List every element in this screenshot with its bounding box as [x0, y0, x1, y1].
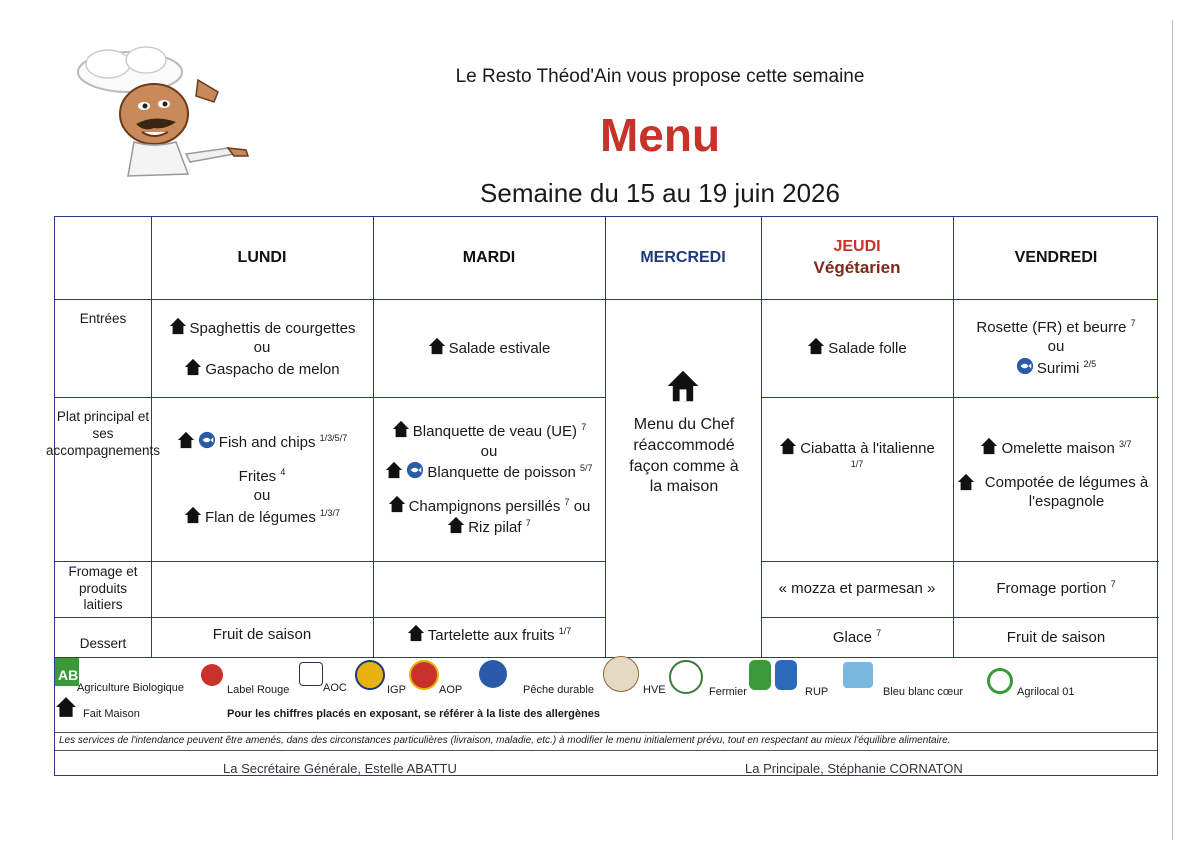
vendredi-fromage: Fromage portion $^7$: [996, 579, 1116, 598]
day-header-jeudi: [761, 217, 953, 299]
page-title: Menu: [599, 109, 721, 161]
house-icon: [169, 317, 187, 335]
vendredi-entrees: Rosette (FR) et beurre $^7$ ou Surimi $^{2/5}$: [976, 317, 1136, 377]
day-header-mardi: MARDI: [462, 248, 516, 266]
row-label-plat: Plat principal et ses accompagnements: [45, 409, 161, 458]
ab-bio-icon: [55, 658, 79, 686]
vendredi-dessert: Fruit de saison: [1006, 629, 1106, 647]
aoc-icon: [299, 662, 323, 686]
mercredi-menu: Menu du Chef réaccommodé façon comme à la maison: [607, 367, 761, 537]
lundi-entrees: Spaghettis de courgettes ou Gaspacho de melon: [151, 299, 373, 397]
house-icon: [447, 516, 465, 534]
house-icon: [980, 437, 998, 455]
intro-text: Le Resto Théod'Ain vous propose cette semaine: [455, 66, 865, 87]
legend-label-rouge: Label Rouge: [227, 684, 290, 696]
row-label-fromage: Fromage et produits laitiers: [68, 563, 138, 613]
fish-icon: [1016, 357, 1034, 375]
house-icon: [957, 473, 975, 491]
jeudi-fromage: « mozza et parmesan »: [778, 580, 936, 598]
signature-principale: La Principale, Stéphanie CORNATON: [745, 761, 963, 776]
jeudi-entrees: Salade folle: [761, 299, 953, 397]
day-header-vendredi: VENDREDI: [1014, 248, 1098, 266]
row-label-entrees: Entrées: [79, 311, 127, 326]
house-icon: [184, 358, 202, 376]
house-icon: [666, 369, 700, 403]
igp-icon: [355, 660, 385, 690]
fish-icon: [406, 461, 424, 479]
chef-illustration: [68, 44, 268, 184]
lundi-plat: Fish and chips $^{1/3/5/7}$ Frites $^4$ ou Flan de légumes $^{1/3/7}$: [151, 397, 373, 561]
jeudi-label: JEUDI: [833, 237, 881, 255]
legend-note: Les services de l'intendance peuvent être amenés, dans des circonstances particulières (livraison, maladie, etc.) à modifier le menu initialement prévu, tout en respectant au mieux l'équilibre alimentaire.: [59, 735, 951, 746]
house-icon: [407, 624, 425, 642]
legend-separator: [55, 750, 1157, 751]
mardi-plat: Blanquette de veau (UE) $^7$ ou Blanquette de poisson $^{5/7}$ Champignons persillés $^7$ ou Riz pilaf $^7$: [373, 397, 605, 561]
jeudi-vegetarian-label: Végétarien: [813, 258, 901, 278]
agrilocal-icon: [987, 668, 1013, 694]
hve-icon: [603, 656, 639, 692]
house-icon: [428, 337, 446, 355]
house-icon: [388, 495, 406, 513]
menu-table: [45, 216, 1158, 658]
peche-durable-icon: [479, 660, 507, 688]
legend-igp: IGP: [387, 684, 406, 696]
house-icon: [55, 696, 77, 718]
rup-icon: [749, 660, 771, 690]
bleu-blanc-coeur-icon: [843, 662, 873, 688]
legend-fermier: Fermier: [709, 686, 747, 698]
svg-text:AB: AB: [58, 667, 79, 683]
house-icon: [807, 337, 825, 355]
vendredi-plat: Omelette maison $^{3/7}$ Compotée de légumes à l'espagnole: [953, 397, 1159, 561]
house-icon: [392, 420, 410, 438]
legend-rup: RUP: [805, 686, 829, 698]
house-icon: [184, 506, 202, 524]
fermier-icon: [669, 660, 703, 694]
legend-agrilocal: Agrilocal 01: [1017, 686, 1075, 698]
lundi-dessert: Fruit de saison: [212, 626, 312, 644]
aop-icon: [409, 660, 439, 690]
legend-fait-maison: Fait Maison: [83, 708, 140, 720]
legend-peche: Pêche durable: [523, 684, 594, 696]
house-icon: [177, 431, 195, 449]
fish-icon: [198, 431, 216, 449]
row-label-dessert: Dessert: [79, 635, 127, 651]
legend-allergenes: Pour les chiffres placés en exposant, se référer à la liste des allergènes: [227, 708, 600, 720]
rup-icon-2: [775, 660, 797, 690]
house-icon: [779, 437, 797, 455]
jeudi-dessert: Glace $^7$: [832, 628, 882, 647]
jeudi-plat: Ciabatta à l'italienne 1/7: [761, 397, 953, 561]
week-subtitle: Semaine du 15 au 19 juin 2026: [480, 178, 840, 208]
legend-bleu: Bleu blanc cœur: [883, 686, 964, 698]
day-header-mercredi: MERCREDI: [640, 248, 726, 266]
label-rouge-icon: [201, 664, 223, 686]
signature-secretaire: La Secrétaire Générale, Estelle ABATTU: [223, 761, 457, 776]
legend-hve: HVE: [643, 684, 666, 696]
legend: [54, 658, 1158, 776]
house-icon: [385, 461, 403, 479]
page-edge-line: [1172, 20, 1173, 840]
legend-aop: AOP: [439, 684, 463, 696]
mardi-entrees: Salade estivale: [373, 299, 605, 397]
legend-separator: [55, 732, 1157, 733]
legend-bio: Agriculture Biologique: [77, 682, 185, 694]
day-header-lundi: LUNDI: [237, 248, 287, 266]
mardi-dessert: Tartelette aux fruits $^{1/7}$: [373, 617, 605, 653]
legend-aoc: AOC: [323, 682, 347, 694]
